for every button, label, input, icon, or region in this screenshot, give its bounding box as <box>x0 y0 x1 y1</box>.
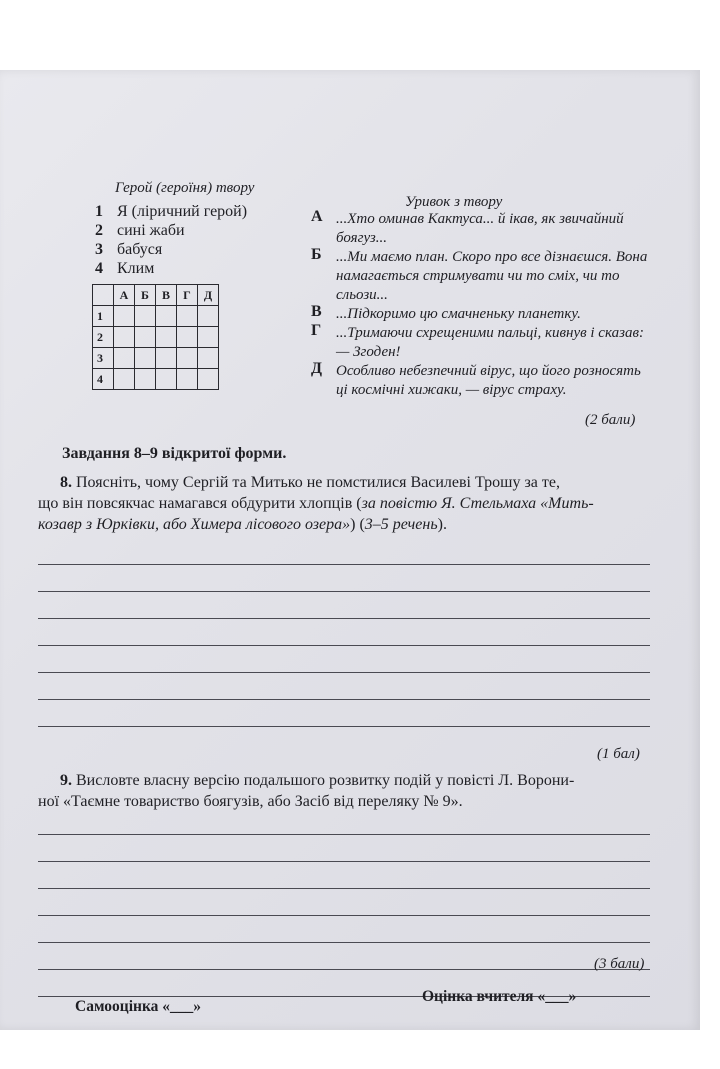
excerpt-text: ...Хто оминав Кактуса... й ікав, як звичайний боягуз... <box>336 211 624 246</box>
grid-col-header: Г <box>177 285 198 306</box>
grid-cell[interactable] <box>135 327 156 348</box>
excerpt-text: ...Підкоримо цю смачненьку планетку. <box>336 306 581 322</box>
answer-line[interactable] <box>38 969 650 970</box>
question-source: козавр з Юрківки, або Химера лісового озера» <box>38 516 351 533</box>
grid-cell[interactable] <box>156 327 177 348</box>
excerpt-letter: Д <box>311 360 323 377</box>
grid-cell[interactable] <box>198 369 219 390</box>
self-assessment: Самооцінка «___» <box>75 998 202 1015</box>
points-label: (3 бали) <box>594 956 645 972</box>
excerpt-text: Особливо небезпечний вірус, що його розносять ці космічні хижаки, — вірус страху. <box>336 363 641 398</box>
question-text: ). <box>437 516 447 533</box>
grid-cell[interactable] <box>156 348 177 369</box>
excerpt-text: ...Ми маємо план. Скоро про все дізнаєшся. Вона намагається стримувати чи то сміх, чи то сльози... <box>336 249 648 303</box>
excerpt-letter: Г <box>311 322 322 339</box>
heroes-heading: Герой (героїня) твору <box>115 180 255 196</box>
question-number: 8. <box>60 474 72 491</box>
question-text: Поясніть, чому Сергій та Митько не помстилися Василеві Трошу за те, <box>76 474 560 491</box>
answer-line[interactable] <box>38 834 650 835</box>
excerpts-heading: Уривок з твору <box>405 194 503 210</box>
grid-col-header: Д <box>198 285 219 306</box>
question-length-hint: 3–5 речень <box>364 516 438 533</box>
grid-cell[interactable] <box>135 348 156 369</box>
answer-line[interactable] <box>38 861 650 862</box>
hero-item: 4 Клим <box>95 260 155 277</box>
question-text: Висловте власну версію подальшого розвитку подій у повісті Л. Ворони- <box>76 772 575 789</box>
grid-cell[interactable] <box>177 306 198 327</box>
grid-cell[interactable] <box>198 327 219 348</box>
excerpt-letter: А <box>311 208 323 225</box>
answer-line[interactable] <box>38 591 650 592</box>
question-text: ) ( <box>350 516 365 533</box>
grid-corner <box>93 285 114 306</box>
grid-cell[interactable] <box>156 306 177 327</box>
grid-cell[interactable] <box>114 348 135 369</box>
question-source: за повістю Я. Стельмаха «Мить- <box>361 495 594 512</box>
grid-row-header: 1 <box>93 306 114 327</box>
grid-col-header: А <box>114 285 135 306</box>
answer-line[interactable] <box>38 618 650 619</box>
grid-cell[interactable] <box>177 369 198 390</box>
workbook-page <box>0 70 700 1030</box>
grid-col-header: В <box>156 285 177 306</box>
question-text: ної «Таємне товариство боягузів, або Засіб від переляку № 9». <box>38 793 463 810</box>
grid-cell[interactable] <box>177 327 198 348</box>
answer-line[interactable] <box>38 645 650 646</box>
points-label: (1 бал) <box>597 746 640 762</box>
grid-cell[interactable] <box>135 306 156 327</box>
question-number: 9. <box>60 772 72 789</box>
excerpt-letter: Б <box>311 246 322 263</box>
points-label: (2 бали) <box>585 412 636 428</box>
grid-col-header: Б <box>135 285 156 306</box>
section-title: Завдання 8–9 відкритої форми. <box>62 445 287 462</box>
excerpt-letter: В <box>311 303 322 320</box>
answer-grid <box>92 284 219 390</box>
grid-cell[interactable] <box>198 348 219 369</box>
grid-cell[interactable] <box>114 306 135 327</box>
hero-item: 1 Я (ліричний герой) <box>95 203 248 220</box>
answer-line[interactable] <box>38 888 650 889</box>
teacher-grade: Оцінка вчителя «___» <box>422 988 577 1005</box>
answer-line[interactable] <box>38 915 650 916</box>
grid-cell[interactable] <box>156 369 177 390</box>
answer-line[interactable] <box>38 564 650 565</box>
grid-cell[interactable] <box>135 369 156 390</box>
grid-cell[interactable] <box>114 369 135 390</box>
answer-line[interactable] <box>38 672 650 673</box>
question-text: що він повсякчас намагався обдурити хлопців ( <box>38 495 362 512</box>
hero-item: 3 бабуся <box>95 241 163 258</box>
grid-cell[interactable] <box>198 306 219 327</box>
question-9 <box>38 770 650 812</box>
grid-cell[interactable] <box>177 348 198 369</box>
question-8 <box>38 472 650 535</box>
grid-row-header: 3 <box>93 348 114 369</box>
excerpt-text: ...Тримаючи схрещеними пальці, кивнув і сказав: — Згоден! <box>336 325 644 360</box>
grid-row-header: 4 <box>93 369 114 390</box>
answer-line[interactable] <box>38 942 650 943</box>
answer-line[interactable] <box>38 726 650 727</box>
grid-cell[interactable] <box>114 327 135 348</box>
grid-row-header: 2 <box>93 327 114 348</box>
hero-item: 2 сині жаби <box>95 222 185 239</box>
answer-line[interactable] <box>38 699 650 700</box>
